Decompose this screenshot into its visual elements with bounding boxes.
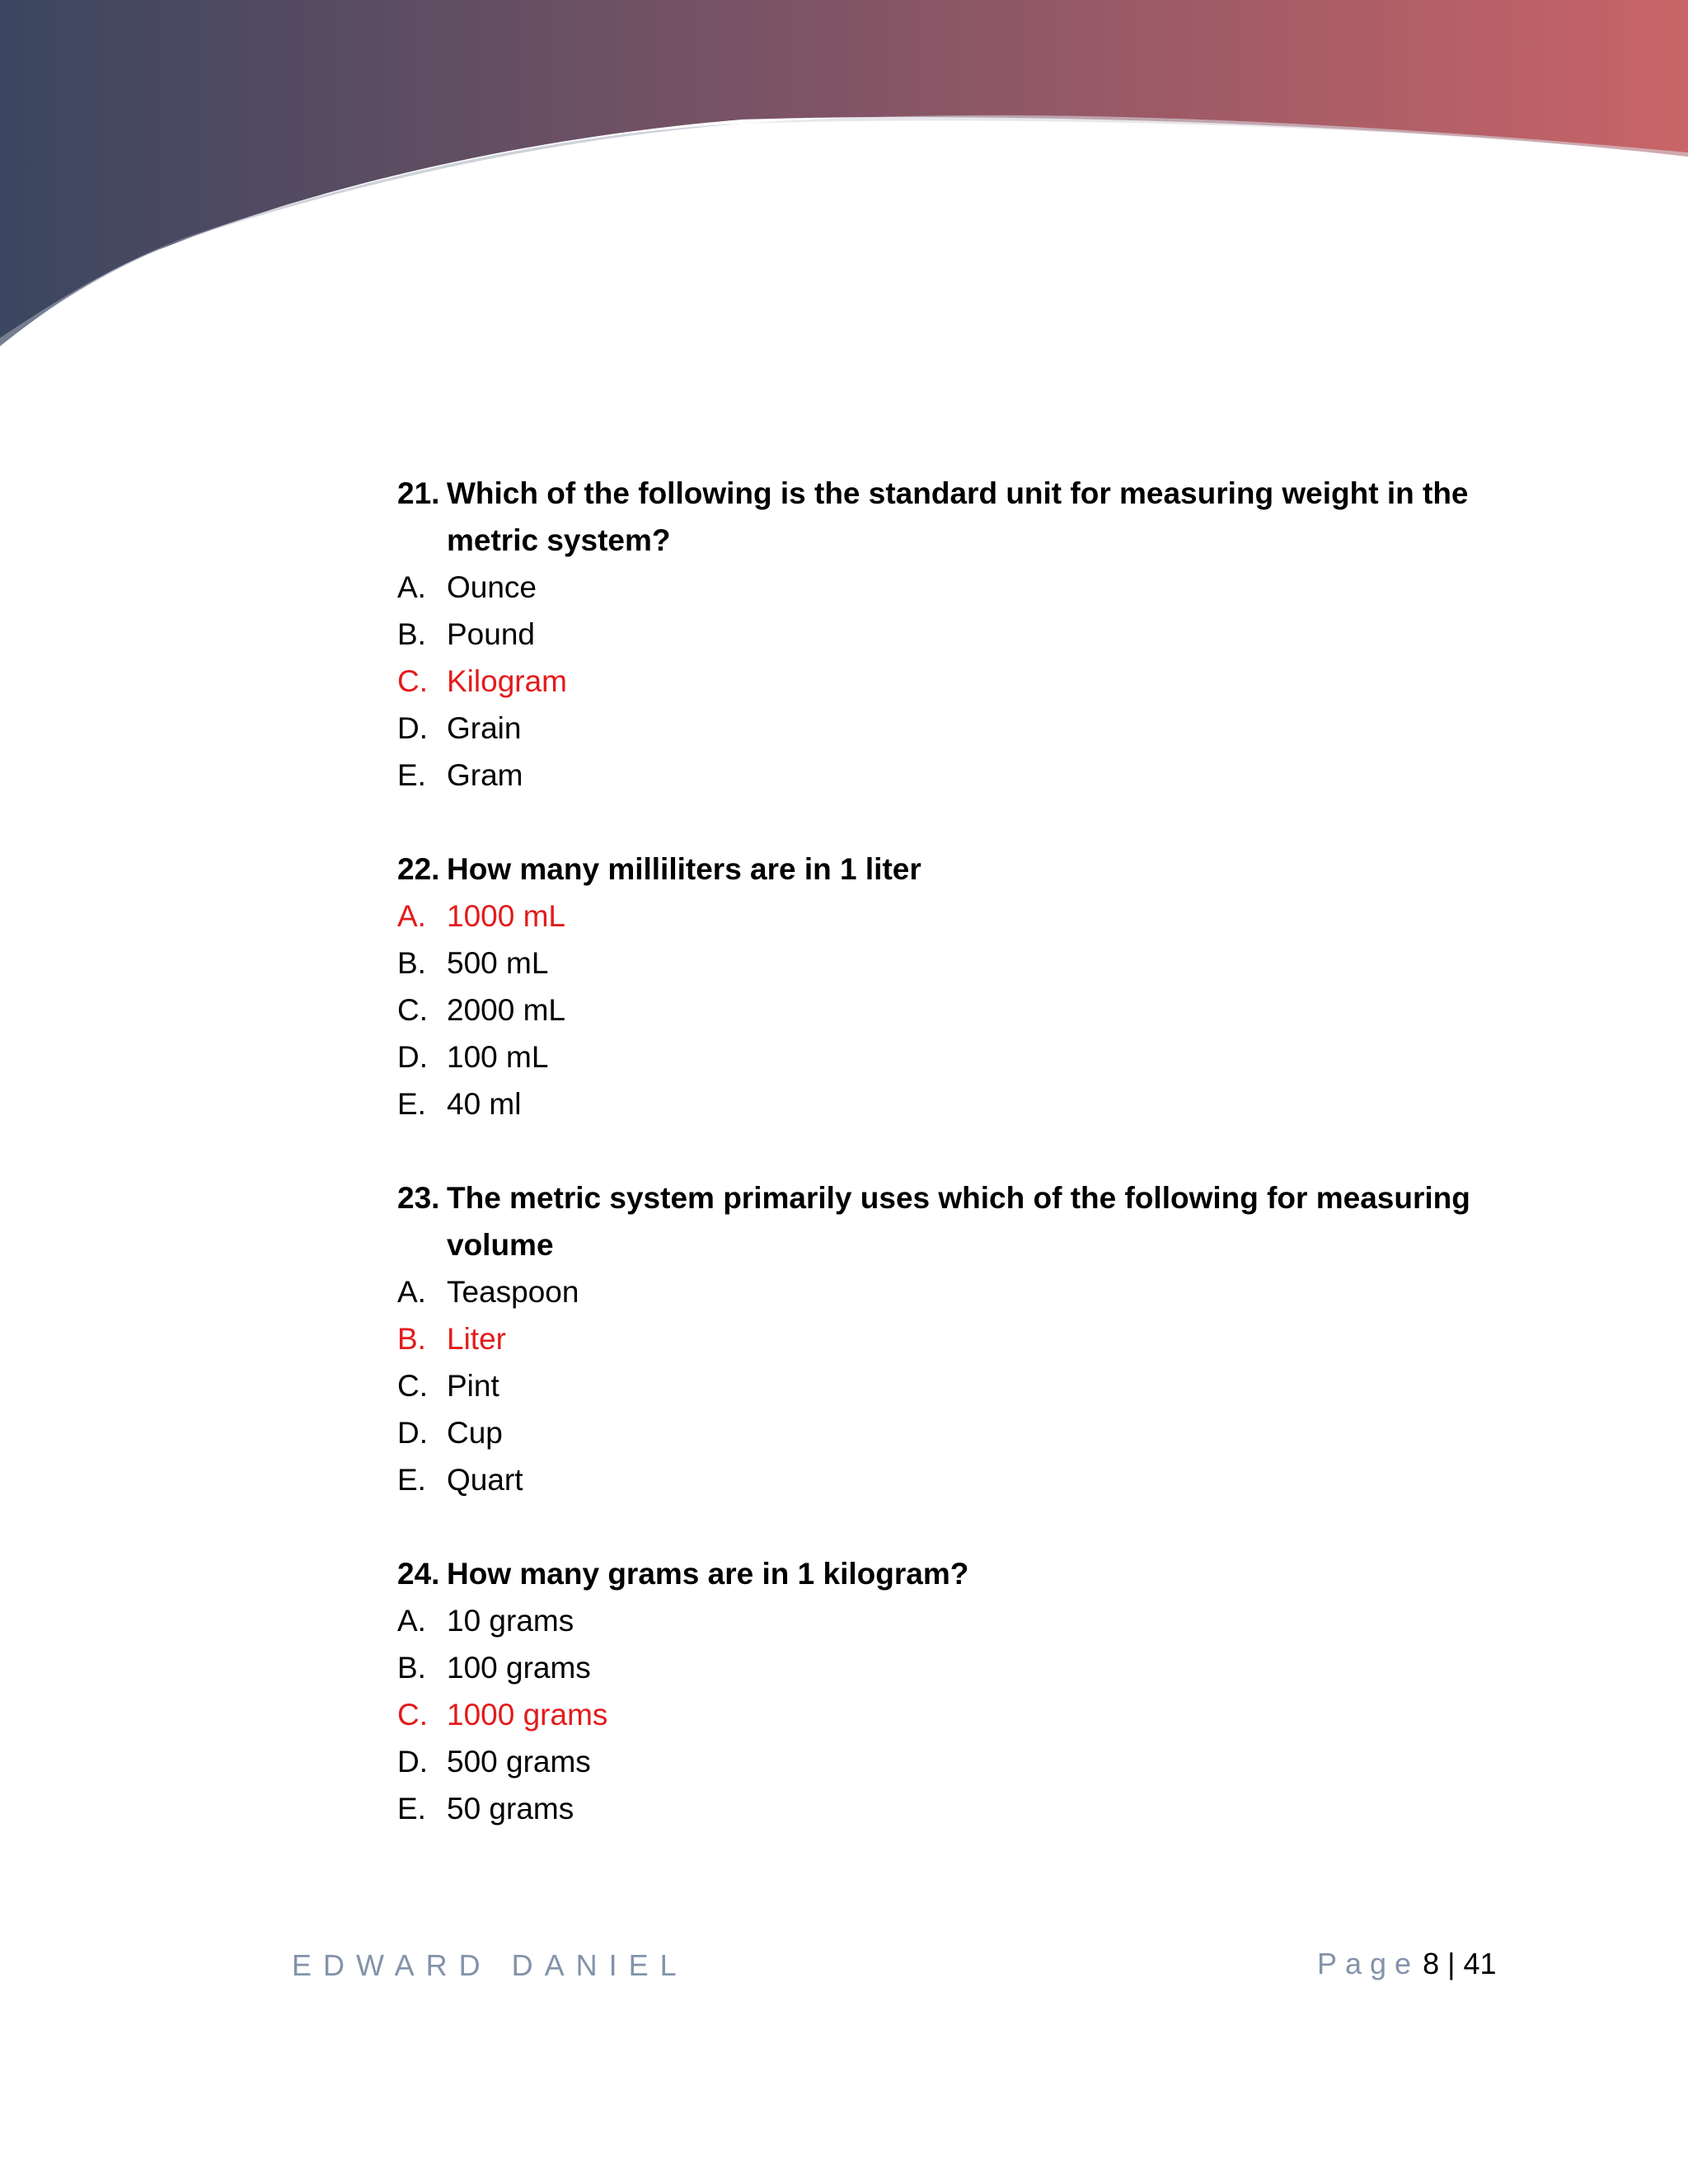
question-block xyxy=(397,1550,1551,1832)
option-text: 1000 grams xyxy=(447,1698,608,1732)
option-text: Quart xyxy=(447,1463,523,1497)
question-block xyxy=(397,1174,1551,1503)
question-text: How many grams are in 1 kilogram? xyxy=(447,1557,969,1591)
option-text: 500 grams xyxy=(447,1745,591,1779)
option-text: 100 mL xyxy=(447,1040,549,1074)
option-letter: D. xyxy=(397,1745,428,1779)
question-block xyxy=(397,470,1551,799)
option-letter: A. xyxy=(397,899,426,933)
answer-option-correct xyxy=(397,658,1551,705)
answer-option xyxy=(397,940,1551,987)
answer-option-correct xyxy=(397,1315,1551,1362)
footer-author: EDWARD DANIEL xyxy=(292,1948,688,1982)
answer-option xyxy=(397,705,1551,752)
answer-option xyxy=(397,1033,1551,1080)
question-title xyxy=(397,846,1551,893)
question-title xyxy=(397,1550,1551,1597)
answer-option xyxy=(397,564,1551,611)
option-letter: C. xyxy=(397,1698,428,1732)
option-letter: D. xyxy=(397,711,428,745)
option-letter: A. xyxy=(397,1275,426,1309)
question-text: Which of the following is the standard unit for measuring weight in the metric system? xyxy=(447,476,1469,557)
page-separator: | xyxy=(1447,1947,1456,1980)
option-letter: E. xyxy=(397,1792,426,1825)
answer-option xyxy=(397,1268,1551,1315)
option-text: Ounce xyxy=(447,570,537,604)
option-text: Kilogram xyxy=(447,664,567,698)
option-text: 10 grams xyxy=(447,1604,574,1638)
answer-option xyxy=(397,1456,1551,1503)
option-letter: C. xyxy=(397,993,428,1027)
option-letter: B. xyxy=(397,617,426,651)
option-letter: A. xyxy=(397,570,426,604)
answer-option xyxy=(397,1644,1551,1691)
answer-option xyxy=(397,1785,1551,1832)
option-letter: D. xyxy=(397,1040,428,1074)
answer-option-correct xyxy=(397,893,1551,940)
option-text: 1000 mL xyxy=(447,899,565,933)
option-letter: B. xyxy=(397,946,426,980)
answer-option xyxy=(397,752,1551,799)
question-number: 21. xyxy=(397,476,440,510)
option-text: Teaspoon xyxy=(447,1275,579,1309)
option-letter: E. xyxy=(397,758,426,792)
option-text: 100 grams xyxy=(447,1651,591,1685)
question-number: 23. xyxy=(397,1181,440,1215)
option-letter: E. xyxy=(397,1087,426,1121)
option-letter: A. xyxy=(397,1604,426,1638)
question-number: 22. xyxy=(397,852,440,886)
option-letter: E. xyxy=(397,1463,426,1497)
answer-option xyxy=(397,1080,1551,1127)
answer-option xyxy=(397,1597,1551,1644)
answer-option xyxy=(397,1409,1551,1456)
option-text: 500 mL xyxy=(447,946,549,980)
option-text: Grain xyxy=(447,711,522,745)
question-text: The metric system primarily uses which of the following for measuring volume xyxy=(447,1181,1470,1262)
option-text: Gram xyxy=(447,758,523,792)
answer-option xyxy=(397,1362,1551,1409)
option-letter: B. xyxy=(397,1651,426,1685)
answer-option xyxy=(397,1738,1551,1785)
header-decoration xyxy=(0,0,1688,363)
page-number: 8 xyxy=(1423,1947,1440,1980)
option-letter: D. xyxy=(397,1416,428,1450)
question-text: How many milliliters are in 1 liter xyxy=(447,852,921,886)
option-text: Liter xyxy=(447,1322,506,1356)
option-text: Pound xyxy=(447,617,535,651)
question-block xyxy=(397,846,1551,1127)
option-letter: C. xyxy=(397,664,428,698)
question-list xyxy=(397,470,1551,1879)
answer-option xyxy=(397,611,1551,658)
option-text: 50 grams xyxy=(447,1792,574,1825)
option-text: 40 ml xyxy=(447,1087,522,1121)
answer-option-correct xyxy=(397,1691,1551,1738)
question-title xyxy=(397,1174,1551,1268)
answer-option xyxy=(397,987,1551,1033)
page-indicator xyxy=(1317,1947,1497,1981)
option-text: Cup xyxy=(447,1416,503,1450)
page-label: Page xyxy=(1317,1947,1420,1980)
question-title xyxy=(397,470,1551,564)
total-pages: 41 xyxy=(1463,1947,1497,1980)
option-letter: C. xyxy=(397,1369,428,1403)
option-text: Pint xyxy=(447,1369,499,1403)
question-number: 24. xyxy=(397,1557,440,1591)
option-text: 2000 mL xyxy=(447,993,565,1027)
option-letter: B. xyxy=(397,1322,426,1356)
